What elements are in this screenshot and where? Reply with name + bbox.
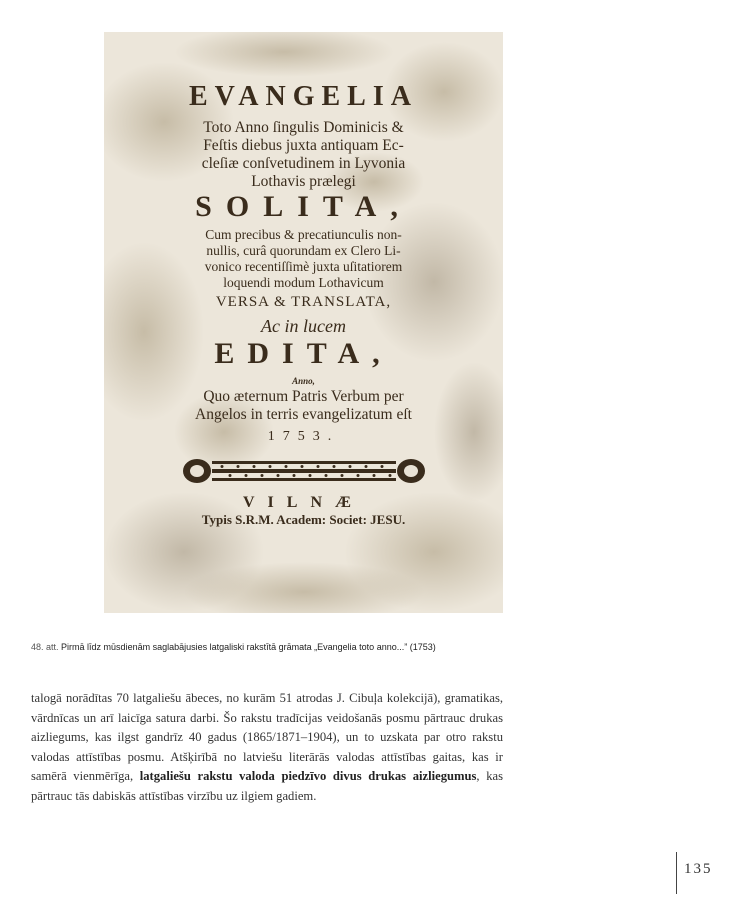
title-edita: EDITA, [214, 337, 393, 370]
title-evangelia: EVANGELIA [189, 81, 418, 112]
page-number-rule [676, 852, 677, 894]
title-year: 1753. [267, 429, 340, 444]
printers-ornament [182, 456, 426, 486]
body-bold-segment: latgaliešu rakstu valoda piedzīvo divus drukas aizliegumus [139, 769, 477, 784]
title-line: vonico recentiſſimè juxta uſitatiorem [204, 259, 403, 274]
title-anno: Anno, [292, 376, 315, 386]
page-number: 135 [684, 861, 713, 877]
title-line: Feſtis diebus juxta antiquam Ec- [203, 137, 404, 154]
caption-number: 48. att. [31, 642, 59, 652]
title-line: Angelos in terris evangelizatum eſt [195, 406, 412, 423]
title-line: nullis, curâ quorundam ex Clero Li- [206, 243, 401, 258]
title-line: loquendi modum Lothavicum [223, 275, 384, 290]
title-line: Cum precibus & precatiunculis non- [205, 227, 402, 242]
title-line: Quo æternum Patris Verbum per [203, 388, 404, 405]
body-text-segment: talogā norādītas 70 latgaliešu ābeces, no kurām 51 atrodas J. Cibuļa kolekcijā), gramatikas, vārdnīcas un arī laicīga satura darbi. Šo rakstu tradīcijas veidošanās posmu pārtrauc drukas aizliegums, kas ilgst gandrīz 40 gadus (1865/1871–1904), un to uzskata par otro rakstu valodas attīstības posmu. Atšķirībā no latviešu literārās valodas attīstības gaitas, kas ir samērā vienmērīga, [31, 691, 503, 784]
title-ac-in-lucem: Ac in lucem [261, 316, 346, 336]
caption-text: Pirmā līdz mūsdienām saglabājusies latgaliski rakstītā grāmata „Evangelia toto anno...” (1753) [61, 642, 436, 652]
body-paragraph [31, 689, 503, 807]
body-text-segment: , kas pārtrauc tās dabiskās attīstības virzību uz ilgiem gadiem. [31, 769, 503, 803]
title-line: cleſiæ conſvetudinem in Lyvonia [201, 155, 406, 172]
figure-caption [31, 642, 711, 652]
title-line: Lothavis prælegi [251, 173, 356, 190]
title-page-image [104, 32, 503, 613]
title-versa: VERSA & TRANSLATA, [215, 294, 392, 310]
title-typis: Typis S.R.M. Academ: Societ: JESU. [201, 512, 406, 527]
title-line: Toto Anno ſingulis Dominicis & [203, 119, 404, 136]
title-vilnae: VILNÆ [242, 494, 364, 511]
title-solita: SOLITA, [195, 190, 412, 223]
